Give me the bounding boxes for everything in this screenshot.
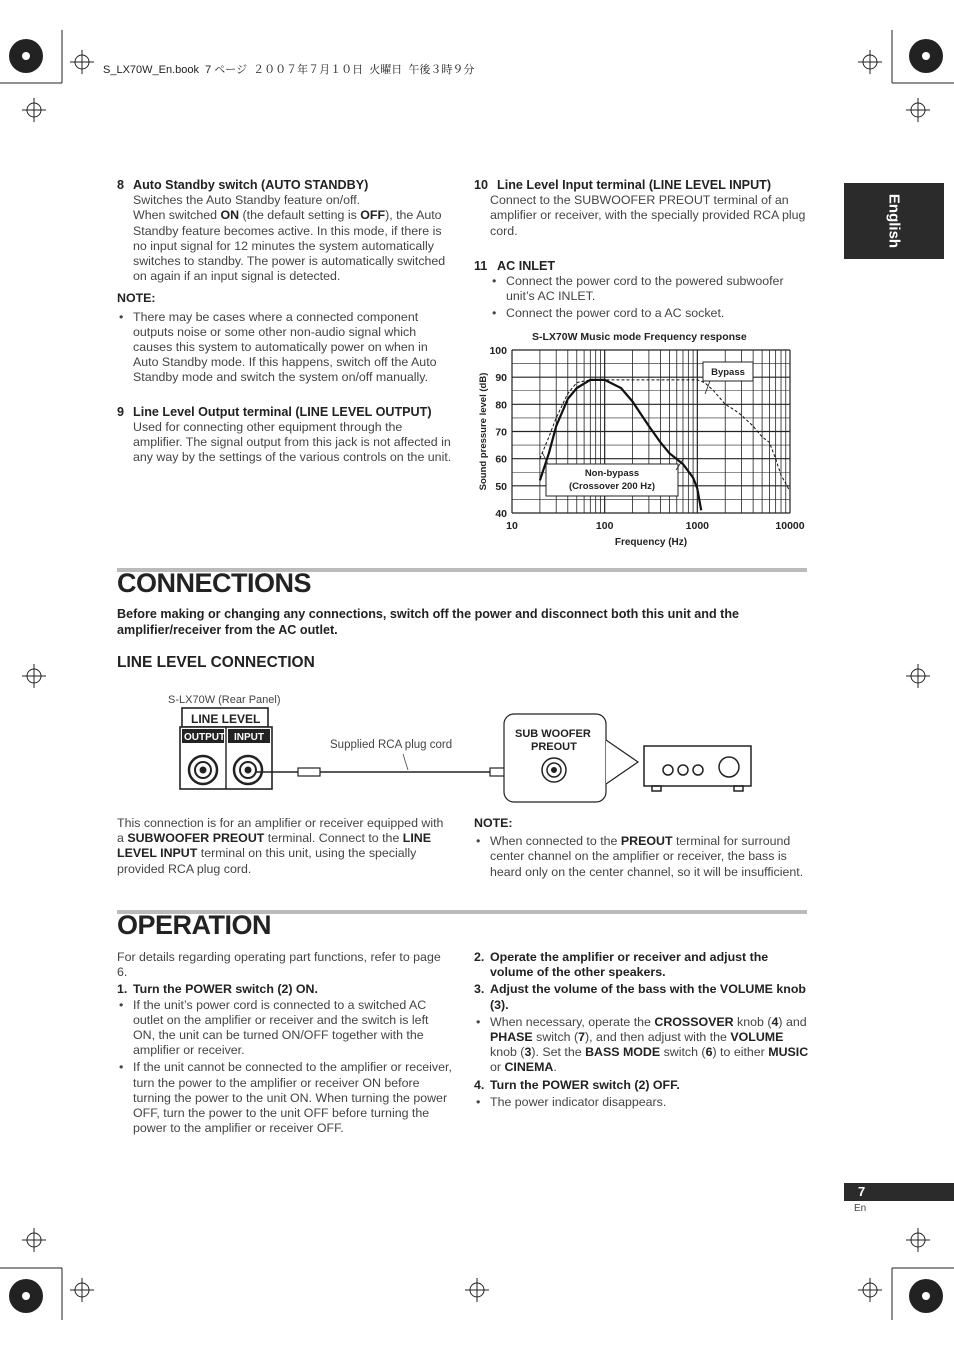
y-tick-label: 60	[495, 453, 507, 466]
left-column-top	[117, 178, 452, 465]
item-9-title: 9 Line Level Output terminal (LINE LEVEL OUTPUT)	[117, 404, 432, 419]
book-header: S_LX70W_En.book 7 ページ ２００７年７月１０日 火曜日 午後３時９分	[103, 64, 475, 76]
step-3-bullet: • When necessary, operate the CROSSOVER knob (4) and PHASE switch (7), and then adjust with the VOLUME knob (3). Set the BASS MODE switch (6) to either MUSIC or CINEMA.	[474, 1015, 809, 1076]
chart-title: S-LX70W Music mode Frequency response	[532, 331, 747, 343]
page-language: En	[854, 1203, 867, 1214]
item-9-body: Used for connecting other equipment through the amplifier. The signal output from this jack is not affected in any way by the settings of the various controls on the unit.	[133, 419, 452, 465]
language-tab	[844, 183, 944, 259]
x-tick-label: 1000	[685, 520, 710, 532]
bypass-pointer	[705, 381, 710, 394]
connection-note-text: • When connected to the PREOUT terminal for surround center channel on the amplifier or receiver, the bass is heard only on the center channel, so it will be insufficient.	[474, 834, 809, 880]
step-1-bullet-2: • If the unit cannot be connected to the amplifier or receiver, turn the power to the amplifier or receiver ON before turning the power to the unit ON. When turning the power OFF, turn the power to the unit OFF before turning the power to the amplifier or receiver OFF.	[117, 1060, 452, 1136]
item-10-body: Connect to the SUBWOOFER PREOUT terminal of an amplifier or receiver, with the specially provided RCA plug cord.	[490, 193, 806, 238]
input-label: INPUT	[234, 732, 264, 743]
connection-description: This connection is for an amplifier or receiver equipped with a SUBWOOFER PREOUT terminal. Connect to the LINE LEVEL INPUT terminal on this unit, using the specially provided RCA plug cord.	[117, 816, 444, 876]
step-2: 2. Operate the amplifier or receiver and adjust the volume of the other speakers.	[474, 950, 769, 980]
item-8-title: 8 Auto Standby switch (AUTO STANDBY)	[117, 178, 369, 192]
item-8-body	[117, 193, 452, 284]
connection-note-label: NOTE:	[474, 816, 513, 830]
language-tab-label: English	[885, 193, 903, 249]
right-column-top	[474, 178, 809, 322]
page-number-bar	[844, 1183, 954, 1201]
x-tick-label: 100	[595, 520, 614, 532]
connections-warning: Before making or changing any connections, switch off the power and disconnect both this unit and the amplifier/receiver from the AC outlet.	[117, 607, 740, 637]
bypass-label: Bypass	[711, 367, 745, 378]
frequency-response-chart	[472, 326, 812, 550]
operation-intro: For details regarding operating part functions, refer to page 6.	[117, 950, 441, 980]
y-tick-label: 100	[489, 345, 507, 357]
item-8-note: • There may be cases where a connected component outputs noise or some other non-audio signal which causes this system to automatically power on when in Auto Standby mode. If this happens, switch off the Auto Standby mode and switch the system on/off manually.	[117, 310, 452, 386]
preout-label: PREOUT	[531, 741, 577, 753]
line-level-connection-heading: LINE LEVEL CONNECTION	[117, 654, 315, 671]
y-tick-label: 40	[495, 508, 507, 520]
operation-right	[474, 950, 809, 1110]
y-tick-label: 90	[495, 372, 507, 385]
item-8-line1: Switches the Auto Standby feature on/off.	[133, 193, 361, 208]
line-level-label: LINE LEVEL	[191, 712, 261, 726]
connection-note	[474, 816, 809, 880]
y-axis-label: Sound pressure level (dB)	[478, 372, 489, 491]
rca-plug-cord-icon	[255, 768, 545, 776]
output-label: OUTPUT	[184, 732, 226, 743]
x-axis-label: Frequency (Hz)	[614, 537, 688, 548]
item-10-title: 10 Line Level Input terminal (LINE LEVEL INPUT)	[474, 178, 772, 192]
crossover-label: (Crossover 200 Hz)	[568, 481, 656, 492]
page-number: 7	[858, 1184, 866, 1199]
y-tick-label: 70	[495, 426, 507, 439]
item-8-note-label: NOTE:	[117, 291, 156, 306]
operation-title: OPERATION	[117, 910, 272, 940]
step-1-bullet-1: • If the unit’s power cord is connected to a switched AC outlet on the amplifier or receiver and the switch is left ON, the unit can be turned ON/OFF together with the amplifier or receiver.	[117, 998, 452, 1059]
x-tick-label: 10000	[775, 520, 805, 532]
step-4-bullet: • The power indicator disappears.	[474, 1095, 809, 1110]
item-11-bullet-2: • Connect the power cord to a AC socket.	[490, 306, 809, 321]
y-tick-label: 50	[495, 480, 507, 493]
step-4: 4. Turn the POWER switch (2) OFF.	[474, 1077, 680, 1092]
non-bypass-label: Non-bypass	[584, 468, 640, 479]
rca-cord-label: Supplied RCA plug cord	[330, 739, 453, 751]
item-11-bullet-1: • Connect the power cord to the powered subwoofer unit’s AC INLET.	[490, 274, 809, 304]
connection-diagram	[160, 688, 760, 808]
item-11-title: 11 AC INLET	[474, 258, 556, 273]
y-tick-label: 80	[495, 399, 507, 412]
sub-woofer-label: SUB WOOFER	[515, 728, 591, 740]
amplifier-icon	[644, 746, 751, 791]
step-3: 3. Adjust the volume of the bass with the VOLUME knob (3).	[474, 982, 806, 1012]
item-8-paragraph: When switched ON (the default setting is OFF), the Auto Standby feature becomes active. In this mode, if there is no input signal for 12 minutes the system automatically switches to standby. The power is automatically switched on again if an input signal is detected.	[133, 208, 446, 284]
operation-left	[117, 950, 452, 1136]
x-tick-label: 10	[506, 520, 518, 532]
rear-panel-label: S-LX70W (Rear Panel)	[168, 694, 281, 706]
step-1: 1. Turn the POWER switch (2) ON.	[117, 982, 318, 997]
connections-title: CONNECTIONS	[117, 568, 312, 598]
